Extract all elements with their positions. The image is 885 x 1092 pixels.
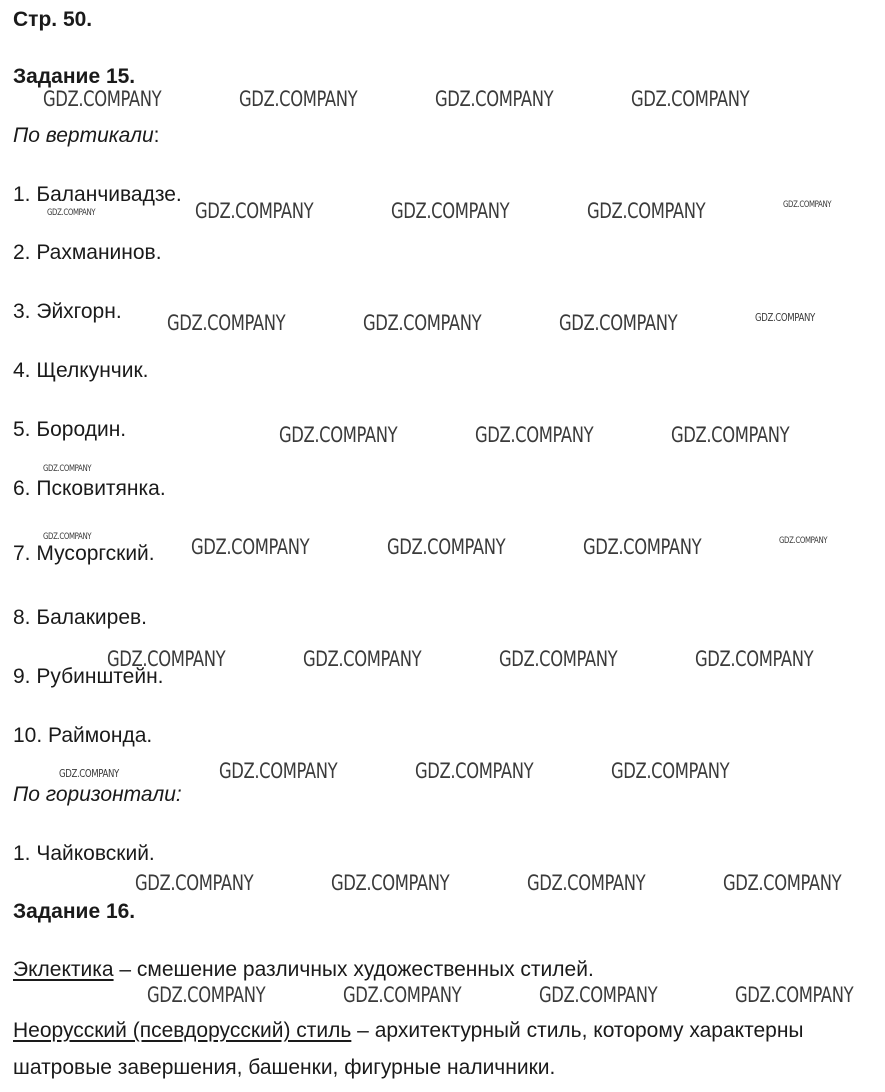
watermark: GDZ.COMPANY (167, 311, 286, 335)
watermark: GDZ.COMPANY (363, 311, 482, 335)
vertical-item-8: 8. Балакирев. (13, 606, 148, 629)
watermark: GDZ.COMPANY (195, 199, 314, 223)
vertical-item-5: 5. Бородин. (13, 418, 127, 441)
definition-neorussian-continued: шатровые завершения, башенки, фигурные наличники. (13, 1056, 556, 1079)
watermark: GDZ.COMPANY (587, 199, 706, 223)
definition-text: – смешение различных художественных стилей. (113, 958, 594, 981)
watermark: GDZ.COMPANY (43, 87, 162, 111)
watermark: GDZ.COMPANY (239, 87, 358, 111)
horizontal-item-1: 1. Чайковский. (13, 842, 155, 865)
definition-text: – архитектурный стиль, которому характерны (351, 1019, 804, 1042)
watermark: GDZ.COMPANY (735, 983, 854, 1007)
watermark: GDZ.COMPANY (583, 535, 702, 559)
watermark: GDZ.COMPANY (475, 423, 594, 447)
horizontal-heading: По горизонтали: (13, 783, 182, 806)
watermark: GDZ.COMPANY (415, 759, 534, 783)
vertical-item-4: 4. Щелкунчик. (13, 359, 149, 382)
watermark: GDZ.COMPANY (107, 647, 226, 671)
watermark: GDZ.COMPANY (43, 464, 92, 474)
vertical-item-7: 7. Мусоргский. (13, 542, 155, 565)
watermark: GDZ.COMPANY (671, 423, 790, 447)
definition-term: Эклектика (13, 958, 114, 981)
watermark: GDZ.COMPANY (695, 647, 814, 671)
watermark: GDZ.COMPANY (135, 871, 254, 895)
vertical-item-9: 9. Рубинштейн. (13, 665, 164, 688)
watermark: GDZ.COMPANY (631, 87, 750, 111)
watermark: GDZ.COMPANY (611, 759, 730, 783)
definition-neorussian (13, 1019, 804, 1043)
watermark: GDZ.COMPANY (59, 767, 119, 780)
watermark: GDZ.COMPANY (279, 423, 398, 447)
definition-eclecticism (13, 958, 594, 982)
task-15-title: Задание 15. (13, 65, 136, 88)
watermark: GDZ.COMPANY (331, 871, 450, 895)
vertical-item-1: 1. Баланчивадзе. (13, 183, 182, 206)
watermark: GDZ.COMPANY (723, 871, 842, 895)
watermark: GDZ.COMPANY (147, 983, 266, 1007)
vertical-heading-label: По вертикали (13, 124, 154, 147)
watermark: GDZ.COMPANY (43, 532, 92, 542)
watermark: GDZ.COMPANY (391, 199, 510, 223)
watermark: GDZ.COMPANY (387, 535, 506, 559)
watermark: GDZ.COMPANY (191, 535, 310, 559)
watermark: GDZ.COMPANY (499, 647, 618, 671)
task-16-title: Задание 16. (13, 900, 136, 923)
vertical-item-10: 10. Раймонда. (13, 724, 153, 747)
vertical-item-2: 2. Рахманинов. (13, 241, 162, 264)
watermark: GDZ.COMPANY (219, 759, 338, 783)
watermark: GDZ.COMPANY (303, 647, 422, 671)
watermark: GDZ.COMPANY (783, 200, 832, 210)
watermark: GDZ.COMPANY (755, 311, 815, 324)
watermark: GDZ.COMPANY (539, 983, 658, 1007)
watermark: GDZ.COMPANY (559, 311, 678, 335)
definition-term: Неорусский (псевдорусский) стиль (13, 1019, 352, 1042)
vertical-heading (13, 124, 160, 148)
watermark: GDZ.COMPANY (343, 983, 462, 1007)
watermark: GDZ.COMPANY (435, 87, 554, 111)
vertical-heading-colon: : (153, 124, 160, 147)
vertical-item-6: 6. Псковитянка. (13, 477, 166, 500)
watermark: GDZ.COMPANY (527, 871, 646, 895)
watermark: GDZ.COMPANY (47, 208, 96, 218)
watermark: GDZ.COMPANY (779, 536, 828, 546)
page-header: Стр. 50. (13, 8, 93, 31)
vertical-item-3: 3. Эйхгорн. (13, 300, 122, 323)
